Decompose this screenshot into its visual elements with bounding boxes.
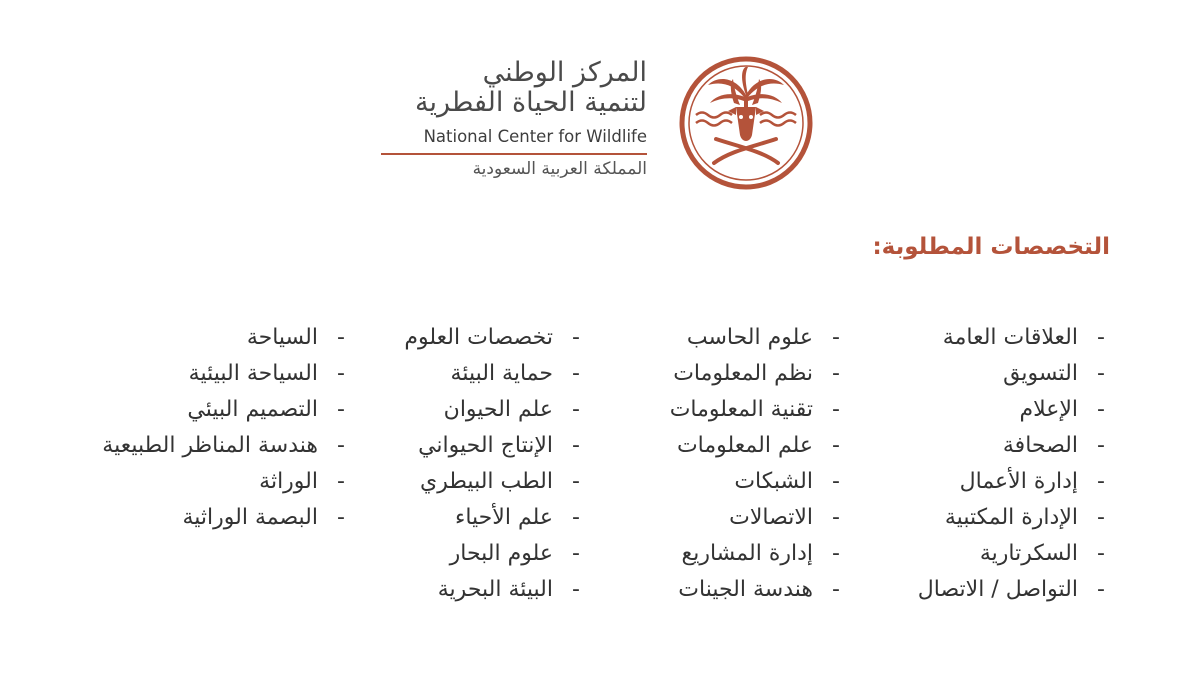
list-item: - إدارة المشاريع	[670, 536, 845, 572]
list-item: - الشبكات	[670, 464, 845, 500]
org-name-english: National Center for Wildlife	[423, 127, 647, 146]
list-item: - علوم الحاسب	[670, 320, 845, 356]
list-item: - السكرتارية	[918, 536, 1110, 572]
organization-logo	[375, 55, 815, 195]
list-item: - التصميم البيئي	[102, 392, 350, 428]
list-item: - البيئة البحرية	[404, 572, 585, 608]
list-item: - الاتصالات	[670, 500, 845, 536]
list-item: - التسويق	[918, 356, 1110, 392]
list-item: - الوراثة	[102, 464, 350, 500]
list-item: - التواصل / الاتصال	[918, 572, 1110, 608]
list-item: - تقنية المعلومات	[670, 392, 845, 428]
list-item: - الصحافة	[918, 428, 1110, 464]
list-item: - نظم المعلومات	[670, 356, 845, 392]
specializations-column-1	[918, 320, 1110, 608]
specializations-column-3	[404, 320, 585, 608]
list-item: - إدارة الأعمال	[918, 464, 1110, 500]
list-item: - العلاقات العامة	[918, 320, 1110, 356]
org-name-arabic-line2: لتنمية الحياة الفطرية	[414, 87, 647, 118]
list-item: - تخصصات العلوم	[404, 320, 585, 356]
list-item: - السياحة	[102, 320, 350, 356]
list-item: - الإدارة المكتبية	[918, 500, 1110, 536]
specializations-column-4	[102, 320, 350, 536]
list-item: - السياحة البيئية	[102, 356, 350, 392]
org-name-arabic-line1: المركز الوطني	[482, 57, 647, 88]
list-item: - حماية البيئة	[404, 356, 585, 392]
list-item: - هندسة الجينات	[670, 572, 845, 608]
logo-divider	[381, 153, 647, 155]
country-name-arabic: المملكة العربية السعودية	[472, 159, 647, 179]
list-item: - علوم البحار	[404, 536, 585, 572]
list-item: - علم المعلومات	[670, 428, 845, 464]
required-specializations-heading: التخصصات المطلوبة:	[872, 234, 1110, 260]
list-item: - الإنتاج الحيواني	[404, 428, 585, 464]
list-item: - علم الأحياء	[404, 500, 585, 536]
list-item: - الإعلام	[918, 392, 1110, 428]
palm-gazelle-swords-emblem-icon	[678, 55, 814, 191]
list-item: - علم الحيوان	[404, 392, 585, 428]
specializations-column-2	[670, 320, 845, 608]
list-item: - الطب البيطري	[404, 464, 585, 500]
list-item: - هندسة المناظر الطبيعية	[102, 428, 350, 464]
list-item: - البصمة الوراثية	[102, 500, 350, 536]
